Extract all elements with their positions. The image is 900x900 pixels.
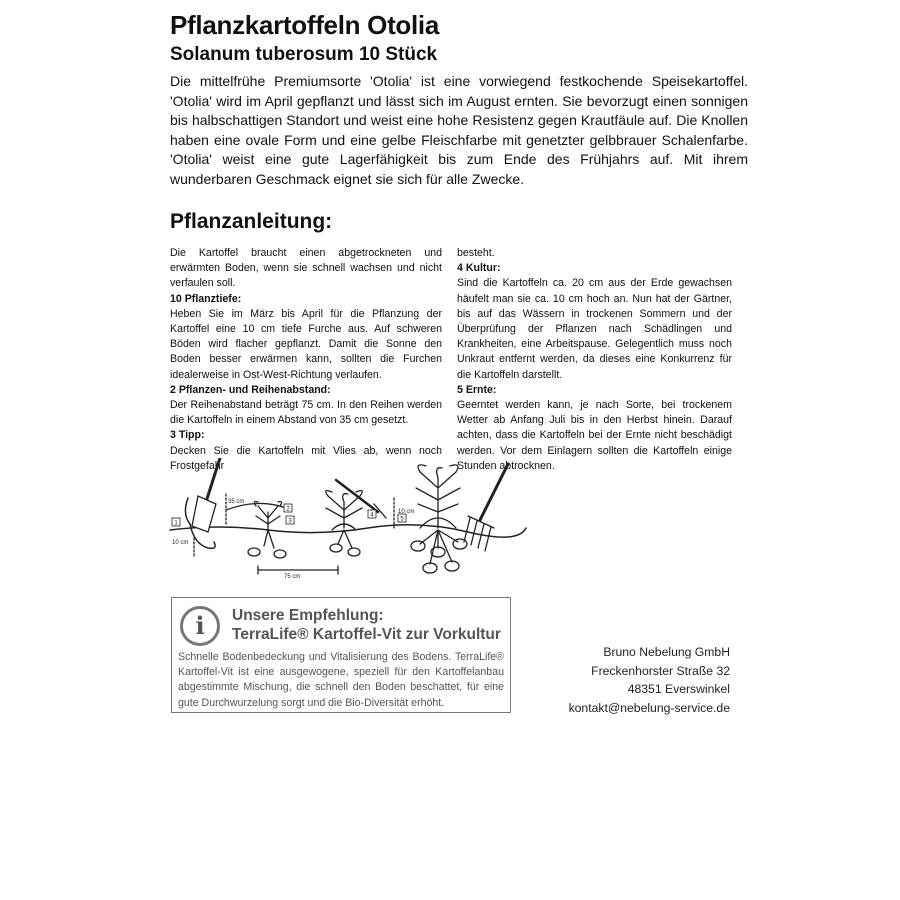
plant-icon — [254, 502, 281, 549]
instructions-left-column — [170, 246, 442, 474]
recommendation-heading — [232, 606, 501, 644]
spade-icon — [185, 458, 220, 548]
step-marker: 5 — [400, 516, 404, 523]
company-email: kontakt@nebelung-service.de — [568, 700, 730, 715]
info-icon: i — [180, 606, 220, 646]
digging-fork-icon — [464, 464, 508, 551]
step5-text: Geerntet werden kann, je nach Sorte, bei trockenem Wetter ab Anfang Juli bis in den Herbst hinein. Darauf achten, dass die Kartoffeln bei der Ernte nicht beschädigt werden. Vor dem Einlagern sollten die Kartoffeln einige Stunden abtrocknen. — [457, 399, 732, 472]
company-address — [569, 643, 730, 717]
recommendation-heading-line2: TerraLife® Kartoffel-Vit zur Vorkultur — [232, 626, 501, 643]
step4-text: Sind die Kartoffeln ca. 20 cm aus der Erde gewachsen häufelt man sie ca. 10 cm hoch an. Nun hat der Gärtner, bis auf das Wässern in trockenen Sommern und der Überprüfung der Pflanzen nach Schädlingen und Krankheiten, eine Arbeitspause. Gelegentlich muss noch Unkraut entfernt werden, da dieses eine Konkurrenz für die Kartoffeln darstellt. — [457, 277, 732, 381]
dimension-label-75cm: 75 cm — [284, 574, 301, 580]
step-marker: 4 — [370, 512, 374, 519]
instructions-heading: Pflanzanleitung: — [170, 210, 333, 233]
company-city: 48351 Everswinkel — [627, 682, 730, 696]
dimension-label-35cm: 35 cm — [228, 499, 245, 505]
plant-icon — [411, 465, 467, 573]
step4-title: 4 Kultur: — [457, 262, 501, 275]
step-marker: 3 — [288, 518, 292, 525]
step2-text: Der Reihenabstand beträgt 75 cm. In den Reihen werden die Kartoffeln in einem Abstand von 35 cm gesetzt. — [170, 399, 442, 427]
step-marker: 2 — [286, 506, 290, 513]
recommendation-box — [171, 597, 511, 713]
planting-illustration — [168, 458, 528, 588]
step5-title: 5 Ernte: — [457, 383, 497, 396]
step3-text: Decken Sie die Kartoffeln mit Vlies ab, wenn noch Frostgefahr — [170, 444, 442, 472]
step3-continued: besteht. — [457, 247, 495, 259]
company-name: Bruno Nebelung GmbH — [603, 645, 730, 659]
page-title: Pflanzkartoffeln Otolia — [170, 10, 440, 40]
step2-title: 2 Pflanzen- und Reihenabstand: — [170, 383, 331, 396]
step-marker: 1 — [174, 520, 178, 527]
intro-paragraph: Die mittelfrühe Premiumsorte 'Otolia' ist eine vorwiegend festkochende Speisekartoffel. 'Otolia' wird im April gepflanzt und lässt sich im August ernten. Sie bevorzugt einen sonnigen bis halbschattigen Standort und weist eine hohe Resistenz gegen Krautfäule auf. Die Knollen haben eine ovale Form und eine gelbe Fleischfarbe mit genetzter gelbbrauer Schalenfarbe. 'Otolia' weist eine gute Lagerfähigkeit bis zum Ende des Frühjahrs auf. Mit ihrem wunderbaren Geschmack eignet sie sich für alle Zwecke. — [170, 73, 748, 187]
instructions-right-column — [457, 246, 732, 474]
instructions-lead: Die Kartoffel braucht einen abgetrockneten und erwärmten Boden, wenn sie schnell wachsen und nicht verfaulen soll. — [170, 247, 442, 290]
plant-icon — [326, 491, 363, 556]
recommendation-text: Schnelle Bodenbedeckung und Vitalisierung des Bodens. TerraLife® Kartoffel-Vit ist eine ausgewogene, speziell für den Kartoffelanbau abgestimmte Mischung, die schnell den Boden beschattet, für eine gute Durchwurzelung sorgt und die Bio-Diversität erhöht. — [178, 651, 504, 709]
step1-text: Heben Sie im März bis April für die Pflanzung der Kartoffel eine 10 cm tiefe Furche aus. Auf schweren Böden wird flacher gepflanzt. Damit die Sonne den Boden besser erwärmen kann, sollten die Furchen idealerweise in Ost-West-Richtung verlaufen. — [170, 307, 442, 381]
dimension-label-10cm-left: 10 cm — [172, 540, 189, 546]
step1-title: 10 Pflanztiefe: — [170, 292, 242, 305]
company-street: Freckenhorster Straße 32 — [591, 663, 730, 678]
step3-title: 3 Tipp: — [170, 429, 205, 442]
dimension-label-10cm-right: 10 cm — [398, 509, 415, 515]
page-subtitle: Solanum tuberosum 10 Stück — [170, 44, 438, 65]
recommendation-heading-line1: Unsere Empfehlung: — [232, 607, 384, 624]
